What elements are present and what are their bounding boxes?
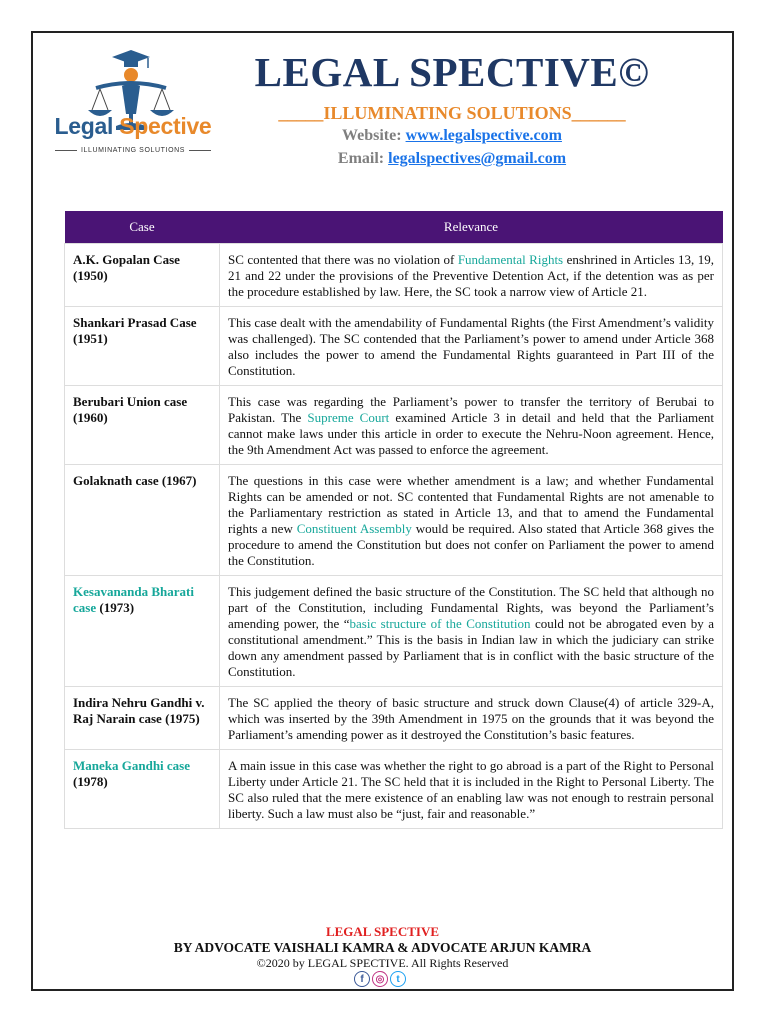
legal-spective-logo (44, 42, 219, 162)
case-relevance: The questions in this case were whether amendment is a law; and whether Fundamental Rights can be amended or not. SC contented that Fundamental Rights are not amenable to the Parliamentary restriction as stated in Article 13, and that to amend the Fundamental rights a new Constituent Assembly would be required. Also stated that Article 368 gives the procedure to amend the Constitution but does not confer on Parliament the power to amend the Constitution. (220, 465, 723, 576)
email-line: Email: legalspectives@gmail.com (337, 150, 567, 167)
footer-copyright: ©2020 by LEGAL SPECTIVE. All Rights Reserved (256, 956, 509, 970)
facebook-icon[interactable]: f (354, 971, 370, 987)
tagline: _____ILLUMINATING SOLUTIONS______ (278, 103, 626, 123)
website-line: Website: www.legalspective.com (342, 127, 562, 144)
case-relevance: This judgement defined the basic structure of the Constitution. The SC held that although no part of the Constitution, including Fundamental Rights, was beyond the Parliament’s amending power, the “basic structure of the Constitution could not be abrogated even by a constitutional amendment.” This is the basis in Indian law in which the judiciary can strike down any amendment passed by Parliament that is in conflict with the basic structure of the Constitution. (220, 576, 723, 687)
case-name: Shankari Prasad Case (1951) (65, 307, 220, 386)
table-row (65, 687, 723, 750)
case-link[interactable]: Kesavananda Bharati case (73, 584, 194, 615)
case-link[interactable]: Maneka Gandhi case (73, 758, 191, 773)
case-relevance: A main issue in this case was whether the right to go abroad is a part of the Right to Personal Liberty under Article 21. The SC held that it is included in the Right to Personal Liberty. The SC also ruled that the mere existence of an enabling law was not enough to restrain personal liberty. Such a law must also be “just, fair and reasonable.” (220, 750, 723, 829)
table-header-row (65, 211, 723, 244)
twitter-icon[interactable]: t (390, 971, 406, 987)
page-title: LEGAL SPECTIVE© (254, 49, 650, 95)
header-case: Case (65, 211, 220, 244)
case-name: Maneka Gandhi case (1978) (65, 750, 220, 829)
email-link[interactable]: legalspectives@gmail.com (388, 150, 567, 167)
relevance-link[interactable]: Fundamental Rights (457, 252, 564, 267)
website-link[interactable]: www.legalspective.com (405, 127, 562, 144)
table-row (65, 244, 723, 307)
table-row (65, 307, 723, 386)
logo-wordmark: Legal Spective (54, 113, 212, 139)
case-relevance: The SC applied the theory of basic structure and struck down Clause(4) of article 329-A, which was inserted by the 39th Amendment in 1975 on the grounds that it was beyond the Parliament’s amending power as it destroyed the Constitution’s basic features. (220, 687, 723, 750)
table-row (65, 750, 723, 829)
case-name: Golaknath case (1967) (65, 465, 220, 576)
case-name: A.K. Gopalan Case (1950) (65, 244, 220, 307)
social-links (354, 971, 406, 987)
case-name: Berubari Union case (1960) (65, 386, 220, 465)
case-name: Kesavananda Bharati case (1973) (65, 576, 220, 687)
table-row (65, 576, 723, 687)
cases-table (64, 211, 723, 829)
footer-byline: BY ADVOCATE VAISHALI KAMRA & ADVOCATE ARJUN KAMRA (173, 940, 592, 955)
case-relevance: This case dealt with the amendability of Fundamental Rights (the First Amendment’s validity was challenged). The SC contended that the Parliament’s power to amend under Article 368 also includes the power to amend the Fundamental Rights guaranteed in Part III of the Constitution. (220, 307, 723, 386)
table-row (65, 386, 723, 465)
logo-tagline: ILLUMINATING SOLUTIONS (48, 147, 218, 154)
case-relevance: This case was regarding the Parliament’s power to transfer the territory of Berubai to Pakistan. The Supreme Court examined Article 3 in detail and held that the Parliament cannot make laws under this article in order to execute the Nehru-Noon agreement. Hence, the 9th Amendment Act was passed to enforce the agreement. (220, 386, 723, 465)
header-relevance: Relevance (220, 211, 723, 244)
footer-brand: LEGAL SPECTIVE (325, 924, 440, 939)
relevance-link[interactable]: Constituent Assembly (296, 521, 412, 536)
instagram-icon[interactable]: ◎ (372, 971, 388, 987)
case-relevance: SC contented that there was no violation of Fundamental Rights enshrined in Articles 13, 19, 21 and 22 under the provisions of the Preventive Detention Act, if the detention was as per the procedure established by law. Here, the SC took a narrow view of Article 21. (220, 244, 723, 307)
relevance-link[interactable]: Supreme Court (307, 410, 390, 425)
relevance-link[interactable]: basic structure of the Constitution (349, 616, 531, 631)
case-name: Indira Nehru Gandhi v. Raj Narain case (1975) (65, 687, 220, 750)
table-row (65, 465, 723, 576)
